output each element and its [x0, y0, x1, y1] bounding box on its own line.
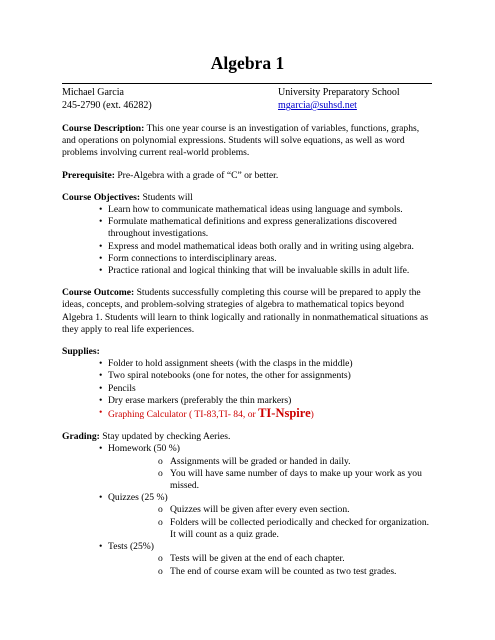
- category-details: [108, 456, 434, 493]
- bullet-icon: •: [99, 370, 103, 382]
- supplies-list: [62, 358, 434, 421]
- list-item: [108, 468, 434, 492]
- objectives-intro: Students will: [140, 191, 193, 203]
- category-details: [108, 504, 434, 541]
- category-name: Homework (50 %): [108, 443, 180, 455]
- bullet-icon: •: [99, 358, 103, 370]
- description-text: This one year course is an investigation of variables, functions, graphs, and operations on polynomial expressions. Students will solve equations, as well as word problems involving current real-world problems.: [62, 123, 420, 159]
- syllabus-content: [62, 123, 434, 588]
- list-item-text: Tests will be given at the end of each chapter.: [170, 553, 345, 565]
- list-item: [62, 216, 434, 240]
- bullet-icon: •: [99, 492, 103, 504]
- calculator-item: [62, 407, 434, 421]
- circle-bullet-icon: o: [158, 553, 163, 565]
- outcome-text: Students successfully completing this course will be prepared to apply the ideas, concepts, and problem-solving strategies of algebra to mathematical topics beyond Algebra 1. Students will learn to think logically and rationally in nonmathematical situations as they apply to real life experiences.: [62, 287, 429, 335]
- course-outcome: [62, 287, 434, 336]
- circle-bullet-icon: o: [158, 516, 163, 528]
- prerequisite: [62, 170, 434, 182]
- school-info: [278, 86, 400, 112]
- grading-list: [62, 443, 434, 577]
- email-link[interactable]: mgarcia@suhsd.net: [278, 100, 357, 111]
- list-item-text: Form connections to interdisciplinary areas.: [108, 252, 277, 264]
- list-item-text: Quizzes will be given after every even section.: [170, 504, 350, 516]
- list-item: [62, 383, 434, 395]
- grading-section: [62, 431, 434, 577]
- list-item-text: Dry erase markers (preferably the thin markers): [108, 394, 292, 406]
- bullet-icon: •: [99, 216, 103, 228]
- list-item: [62, 204, 434, 216]
- list-item: [108, 566, 434, 578]
- list-item: [62, 253, 434, 265]
- calculator-emphasis: TI-Nspire: [258, 406, 311, 421]
- list-item: [62, 358, 434, 370]
- list-item-text: The end of course exam will be counted as two test grades.: [170, 565, 397, 577]
- list-item-text: Pencils: [108, 382, 136, 394]
- category-name: Tests (25%): [108, 541, 154, 553]
- list-item-text: Express and model mathematical ideas both orally and in writing using algebra.: [108, 240, 414, 252]
- list-item-text: Folder to hold assignment sheets (with the clasps in the middle): [108, 358, 353, 370]
- list-item-text: Two spiral notebooks (one for notes, the other for assignments): [108, 370, 351, 382]
- list-item: [62, 395, 434, 407]
- bullet-icon: •: [99, 252, 103, 264]
- list-item: [62, 370, 434, 382]
- list-item-text: Formulate mathematical definitions and express generalizations discovered throughout investigations.: [108, 216, 397, 240]
- list-item: [108, 456, 434, 468]
- category-name: Quizzes (25 %): [108, 492, 168, 504]
- circle-bullet-icon: o: [158, 455, 163, 467]
- page-title: Algebra 1: [210, 53, 285, 73]
- bullet-icon: •: [99, 240, 103, 252]
- circle-bullet-icon: o: [158, 467, 163, 479]
- grading-category: [62, 492, 434, 541]
- bullet-icon: •: [99, 443, 103, 455]
- grading-label: Grading:: [62, 431, 100, 443]
- prerequisite-label: Prerequisite:: [62, 169, 115, 181]
- list-item: [108, 504, 434, 516]
- list-item-text: Practice rational and logical thinking that will be invaluable skills in adult life.: [108, 265, 410, 277]
- bullet-icon: •: [99, 541, 103, 553]
- bullet-icon: •: [99, 382, 103, 394]
- list-item-text: Learn how to communicate mathematical ideas using language and symbols.: [108, 204, 403, 216]
- bullet-icon: •: [99, 407, 103, 419]
- calculator-prefix: Graphing Calculator ( TI-83,TI- 84, or: [108, 409, 259, 421]
- objectives-list: [62, 204, 434, 277]
- bullet-icon: •: [99, 394, 103, 406]
- course-objectives: [62, 192, 434, 277]
- objectives-label: Course Objectives:: [62, 191, 141, 203]
- school-name: University Preparatory School: [278, 87, 400, 98]
- category-details: [108, 553, 434, 577]
- grading-intro: Stay updated by checking Aeries.: [99, 431, 231, 443]
- course-description: [62, 123, 434, 160]
- list-item-text: Assignments will be graded or handed in daily.: [170, 455, 351, 467]
- circle-bullet-icon: o: [158, 565, 163, 577]
- list-item: [108, 553, 434, 565]
- circle-bullet-icon: o: [158, 504, 163, 516]
- list-item: [108, 517, 434, 541]
- header-divider: [62, 83, 432, 84]
- objectives-heading: [62, 192, 434, 204]
- bullet-icon: •: [99, 204, 103, 216]
- grading-category: [62, 443, 434, 492]
- bullet-icon: •: [99, 265, 103, 277]
- teacher-phone: 245-2790 (ext. 46282): [62, 100, 152, 111]
- teacher-info: [62, 86, 152, 112]
- list-item: [62, 265, 434, 277]
- grading-heading: [62, 431, 434, 443]
- teacher-name: Michael Garcia: [62, 87, 124, 98]
- prerequisite-text: Pre-Algebra with a grade of “C” or better.: [114, 169, 279, 181]
- list-item: [62, 241, 434, 253]
- outcome-label: Course Outcome:: [62, 287, 135, 299]
- supplies-section: [62, 346, 434, 421]
- grading-category: [62, 541, 434, 578]
- description-label: Course Description:: [62, 123, 145, 134]
- calculator-suffix: ): [310, 409, 314, 421]
- list-item-text: Folders will be collected periodically and checked for organization. It will count as a quiz grade.: [170, 516, 430, 540]
- supplies-label: Supplies:: [62, 346, 100, 358]
- list-item-text: You will have same number of days to make up your work as you missed.: [170, 467, 422, 492]
